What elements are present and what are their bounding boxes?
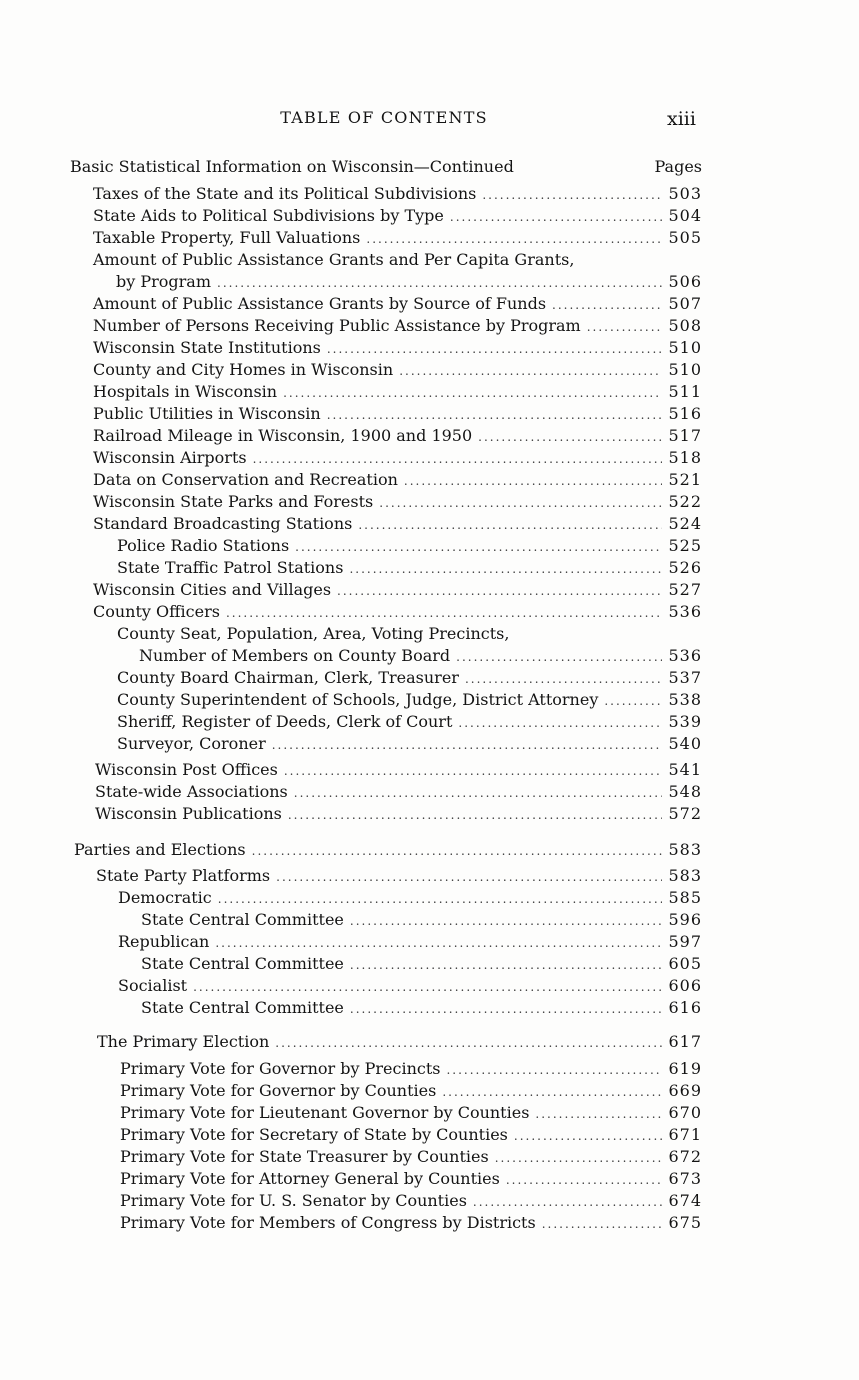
toc-entry[interactable]: [141, 909, 702, 931]
leader-dots: [217, 272, 662, 294]
section-heading-text: Basic Statistical Information on Wisconsin—Continued: [70, 157, 514, 176]
running-header-title: TABLE OF CONTENTS: [280, 108, 488, 127]
leader-dots: [350, 998, 662, 1020]
toc-entry[interactable]: [120, 1168, 702, 1190]
toc-entry[interactable]: [96, 865, 702, 887]
toc-entry-title: Public Utilities in Wisconsin: [93, 404, 321, 423]
toc-entry[interactable]: [141, 997, 702, 1019]
leader-dots: [276, 866, 662, 888]
toc-entry-page: 548: [668, 782, 702, 801]
toc-entry-page: 517: [668, 426, 702, 445]
leader-dots: [458, 712, 662, 734]
leader-dots: [542, 1213, 662, 1235]
toc-entry-page: 617: [668, 1032, 702, 1051]
toc-entry-title: Wisconsin State Institutions: [93, 338, 321, 357]
leader-dots: [327, 404, 662, 426]
pages-column-label: Pages: [654, 157, 702, 176]
toc-entry[interactable]: [117, 711, 702, 733]
toc-entry-page: 524: [668, 514, 702, 533]
leader-dots: [506, 1169, 662, 1191]
toc-entry-title: Socialist: [118, 976, 188, 995]
leader-dots: [253, 448, 662, 470]
leader-dots: [284, 760, 662, 782]
toc-entry-page: 538: [668, 690, 702, 709]
toc-entry-title: County Seat, Population, Area, Voting Precincts,: [117, 624, 510, 643]
toc-entry-title: State Central Committee: [141, 998, 344, 1017]
leader-dots: [482, 184, 662, 206]
leader-dots: [495, 1147, 662, 1169]
toc-entry-title: Democratic: [118, 888, 212, 907]
toc-entry-page: 673: [668, 1169, 702, 1188]
toc-entry-page: 672: [668, 1147, 702, 1166]
toc-entry-page: 505: [668, 228, 702, 247]
toc-entry-page: 537: [668, 668, 702, 687]
toc-entry-title: Number of Persons Receiving Public Assistance by Program: [93, 316, 581, 335]
toc-entry-title: Hospitals in Wisconsin: [93, 382, 278, 401]
leader-dots: [193, 976, 662, 998]
leader-dots: [399, 360, 662, 382]
toc-entry-page: 605: [668, 954, 702, 973]
toc-entry-title: Primary Vote for State Treasurer by Counties: [120, 1147, 489, 1166]
toc-entry-page: 508: [668, 316, 702, 335]
toc-entry-title: Amount of Public Assistance Grants by Source of Funds: [93, 294, 547, 313]
toc-entry[interactable]: [93, 315, 702, 337]
leader-dots: [465, 668, 662, 690]
toc-entry-page: 619: [668, 1059, 702, 1078]
leader-dots: [478, 426, 662, 448]
toc-entry-page: 540: [668, 734, 702, 753]
toc-entry[interactable]: [139, 645, 702, 667]
leader-dots: [272, 734, 662, 756]
toc-entry-page: 526: [668, 558, 702, 577]
leader-dots: [252, 840, 662, 862]
toc-entry[interactable]: [74, 839, 702, 861]
toc-entry[interactable]: [95, 803, 702, 825]
toc-entry-page: 606: [668, 976, 702, 995]
toc-entry[interactable]: [93, 491, 702, 513]
leader-dots: [226, 602, 662, 624]
leader-dots: [283, 382, 662, 404]
leader-dots: [218, 888, 662, 910]
toc-entry-page: 511: [668, 382, 702, 401]
toc-entry[interactable]: [95, 759, 702, 781]
toc-entry[interactable]: [120, 1212, 702, 1234]
toc-entry-page: 583: [668, 866, 702, 885]
toc-entry-page: 504: [668, 206, 702, 225]
leader-dots: [404, 470, 662, 492]
leader-dots: [446, 1059, 662, 1081]
toc-entry[interactable]: [120, 1190, 702, 1212]
toc-entry[interactable]: [117, 733, 702, 755]
leader-dots: [604, 690, 662, 712]
toc-entry[interactable]: [93, 579, 702, 601]
toc-entry[interactable]: [120, 1124, 702, 1146]
leader-dots: [587, 316, 662, 338]
toc-entry-page: 670: [668, 1103, 702, 1122]
toc-entry-page: 518: [668, 448, 702, 467]
toc-entry[interactable]: [93, 381, 702, 403]
toc-entry-page: 539: [668, 712, 702, 731]
toc-entry[interactable]: [97, 1031, 702, 1053]
toc-entry-title: State Traffic Patrol Stations: [117, 558, 344, 577]
toc-entry-page: 521: [668, 470, 702, 489]
leader-dots: [294, 782, 662, 804]
toc-entry[interactable]: [93, 183, 702, 205]
toc-entry-page: 596: [668, 910, 702, 929]
leader-dots: [295, 536, 662, 558]
toc-entry-title: State Central Committee: [141, 910, 344, 929]
toc-entry-title: State Aids to Political Subdivisions by Type: [93, 206, 444, 225]
toc-entry[interactable]: [120, 1080, 702, 1102]
toc-entry[interactable]: [93, 513, 702, 535]
toc-entry-title: Primary Vote for Governor by Counties: [120, 1081, 437, 1100]
toc-entry-title: County Board Chairman, Clerk, Treasurer: [117, 668, 459, 687]
toc-entry-title: Standard Broadcasting Stations: [93, 514, 353, 533]
toc-entry[interactable]: [93, 359, 702, 381]
leader-dots: [552, 294, 662, 316]
toc-entry-title: Wisconsin Post Offices: [95, 760, 278, 779]
toc-entry-title: Data on Conservation and Recreation: [93, 470, 398, 489]
toc-entry[interactable]: [118, 975, 702, 997]
toc-entry-page: 527: [668, 580, 702, 599]
leader-dots: [337, 580, 662, 602]
toc-entry-title: Primary Vote for Secretary of State by Counties: [120, 1125, 508, 1144]
toc-entry-title: Sheriff, Register of Deeds, Clerk of Court: [117, 712, 453, 731]
toc-entry[interactable]: [141, 953, 702, 975]
leader-dots: [535, 1103, 662, 1125]
toc-entry-page: 585: [668, 888, 702, 907]
toc-entry-title: Primary Vote for Governor by Precincts: [120, 1059, 441, 1078]
toc-entry[interactable]: [93, 601, 702, 623]
toc-entry[interactable]: [118, 887, 702, 909]
toc-entry[interactable]: [93, 337, 702, 359]
toc-entry-title: The Primary Election: [97, 1032, 270, 1051]
toc-entry-title: by Program: [116, 272, 212, 291]
leader-dots: [215, 932, 662, 954]
toc-entry-title: Wisconsin Airports: [93, 448, 247, 467]
leader-dots: [456, 646, 662, 668]
toc-entry-title: County and City Homes in Wisconsin: [93, 360, 394, 379]
toc-entry-page: 525: [668, 536, 702, 555]
toc-entry[interactable]: [120, 1146, 702, 1168]
toc-entry-title: Primary Vote for Lieutenant Governor by Counties: [120, 1103, 530, 1122]
toc-entry-page: 572: [668, 804, 702, 823]
toc-entry-title: Taxes of the State and its Political Subdivisions: [93, 184, 477, 203]
toc-entry-page: 669: [668, 1081, 702, 1100]
toc-entry[interactable]: [93, 447, 702, 469]
toc-entry[interactable]: [117, 535, 702, 557]
toc-entry-page: 616: [668, 998, 702, 1017]
toc-entry-page: 541: [668, 760, 702, 779]
toc-entry-title: County Officers: [93, 602, 220, 621]
leader-dots: [275, 1032, 662, 1054]
toc-entry[interactable]: [93, 425, 702, 447]
toc-entry-title: Wisconsin Publications: [95, 804, 282, 823]
toc-entry-title: State Party Platforms: [96, 866, 271, 885]
toc-entry-page: 510: [668, 338, 702, 357]
toc-entry-title: Amount of Public Assistance Grants and Per Capita Grants,: [93, 250, 575, 269]
toc-entry-page: 675: [668, 1213, 702, 1232]
toc-entry-page: 503: [668, 184, 702, 203]
leader-dots: [288, 804, 662, 826]
toc-entry[interactable]: [118, 931, 702, 953]
toc-entry-page: 536: [668, 602, 702, 621]
toc-entry-page: 516: [668, 404, 702, 423]
toc-entry-title: Railroad Mileage in Wisconsin, 1900 and 1950: [93, 426, 473, 445]
toc-entry-page: 522: [668, 492, 702, 511]
leader-dots: [350, 954, 662, 976]
leader-dots: [327, 338, 662, 360]
toc-entry[interactable]: [93, 227, 702, 249]
toc-entry-page: 597: [668, 932, 702, 951]
toc-entry-title: State Central Committee: [141, 954, 344, 973]
toc-entry-page: 506: [668, 272, 702, 291]
toc-entry-page: 536: [668, 646, 702, 665]
toc-entry-title: Republican: [118, 932, 210, 951]
toc-entry-title: County Superintendent of Schools, Judge, District Attorney: [117, 690, 599, 709]
toc-entry[interactable]: [93, 293, 702, 315]
toc-entry-page: 583: [668, 840, 702, 859]
leader-dots: [358, 514, 662, 536]
toc-entry[interactable]: [120, 1058, 702, 1080]
toc-entry[interactable]: [120, 1102, 702, 1124]
toc-entry[interactable]: [117, 557, 702, 579]
toc-entry-title: Wisconsin State Parks and Forests: [93, 492, 374, 511]
toc-entry-title: State-wide Associations: [95, 782, 288, 801]
toc-entry-title: Primary Vote for Members of Congress by Districts: [120, 1213, 536, 1232]
toc-entry-title: Police Radio Stations: [117, 536, 290, 555]
toc-entry[interactable]: [116, 271, 702, 293]
leader-dots: [379, 492, 662, 514]
section-heading: [70, 157, 702, 176]
leader-dots: [350, 910, 662, 932]
leader-dots: [349, 558, 662, 580]
leader-dots: [442, 1081, 662, 1103]
toc-entry-title: Surveyor, Coroner: [117, 734, 266, 753]
leader-dots: [450, 206, 662, 228]
page-number: xiii: [667, 108, 696, 130]
toc-entry-title: Number of Members on County Board: [139, 646, 451, 665]
toc-entry[interactable]: [93, 469, 702, 491]
toc-entry[interactable]: [93, 403, 702, 425]
toc-entry[interactable]: [117, 689, 702, 711]
toc-entry[interactable]: [95, 781, 702, 803]
toc-entry-page: 674: [668, 1191, 702, 1210]
toc-entry-title: Taxable Property, Full Valuations: [93, 228, 361, 247]
toc-entry-title: Primary Vote for Attorney General by Counties: [120, 1169, 500, 1188]
toc-entry[interactable]: [117, 667, 702, 689]
leader-dots: [473, 1191, 662, 1213]
toc-entry-title: Wisconsin Cities and Villages: [93, 580, 332, 599]
toc-entry-title: Parties and Elections: [74, 840, 246, 859]
toc-entry-page: 671: [668, 1125, 702, 1144]
leader-dots: [366, 228, 662, 250]
toc-entry-page: 507: [668, 294, 702, 313]
toc-entry-page: 510: [668, 360, 702, 379]
toc-entry[interactable]: [93, 205, 702, 227]
toc-entry-title: Primary Vote for U. S. Senator by Counties: [120, 1191, 467, 1210]
leader-dots: [514, 1125, 662, 1147]
